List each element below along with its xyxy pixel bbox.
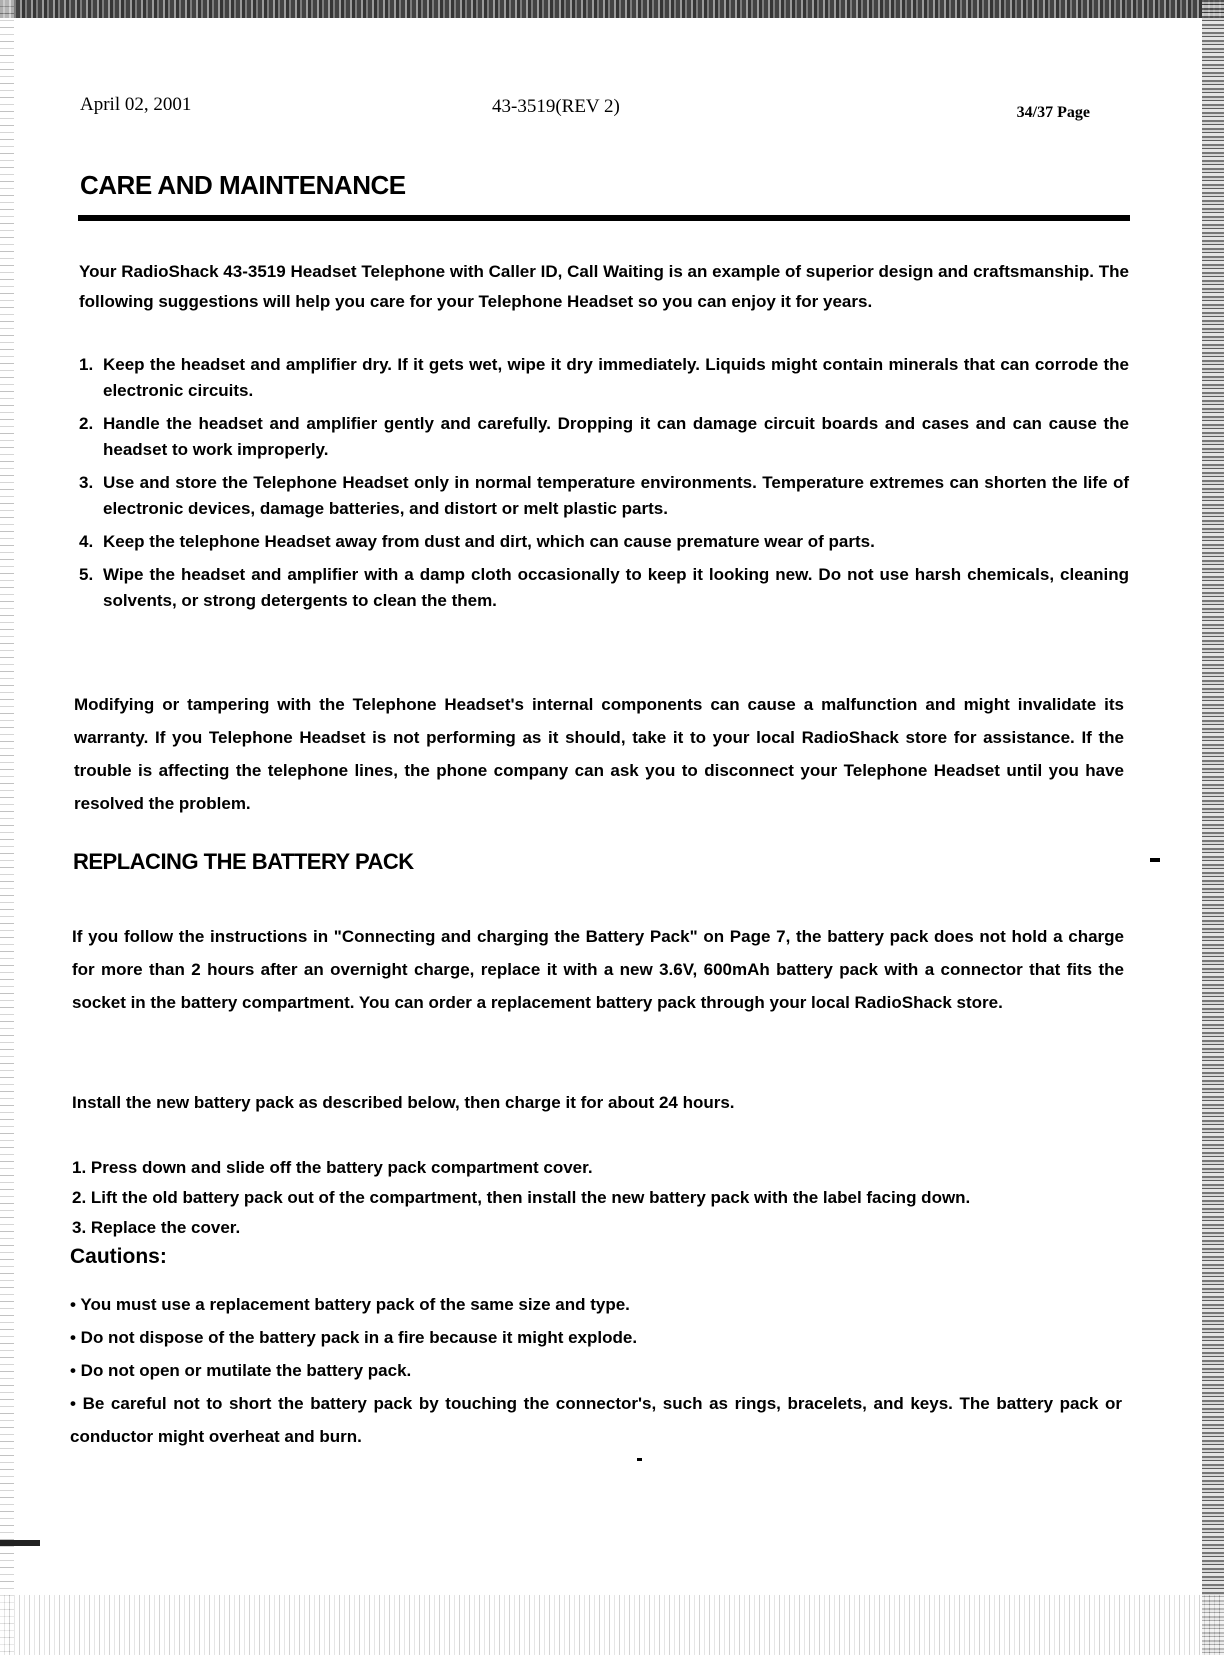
list-number: 1.: [79, 355, 94, 374]
list-item: 2. Lift the old battery pack out of the compartment, then install the new battery pack with the label facing down.: [72, 1188, 971, 1207]
scan-speck: [1150, 858, 1160, 862]
list-item-text: Handle the headset and amplifier gently and carefully. Dropping it can damage circuit boards and cases and can cause the headset to work improperly.: [103, 414, 1129, 459]
scan-speck: [637, 1458, 642, 1461]
list-item: [79, 470, 1129, 522]
header-doc-id: 43-3519(REV 2): [492, 96, 620, 117]
list-item: • You must use a replacement battery pack of the same size and type.: [70, 1295, 630, 1314]
list-item: [79, 352, 1129, 404]
list-item: • Be careful not to short the battery pack by touching the connector's, such as rings, bracelets, and keys. The battery pack or conductor might overheat and burn.: [70, 1394, 1122, 1446]
list-item: [79, 529, 1129, 555]
cautions-heading: Cautions:: [70, 1245, 167, 1268]
list-item-text: Wipe the headset and amplifier with a damp cloth occasionally to keep it looking new. Do not use harsh chemicals, cleaning solvents, or strong detergents to clean the them.: [103, 565, 1129, 610]
scan-speck: [0, 1540, 40, 1546]
list-number: 5.: [79, 565, 94, 584]
scan-noise-bottom: [0, 1595, 1224, 1655]
scan-noise-right: [1202, 0, 1224, 1655]
list-item: 1. Press down and slide off the battery pack compartment cover.: [72, 1158, 593, 1177]
intro-paragraph: Your RadioShack 43-3519 Headset Telephone with Caller ID, Call Waiting is an example of superior design and craftsmanship. The following suggestions will help you care for your Telephone Headset so you can enjoy it for years.: [79, 262, 1129, 311]
list-number: 3.: [79, 473, 94, 492]
battery-paragraph: If you follow the instructions in "Connecting and charging the Battery Pack" on Page 7, the battery pack does not hold a charge for more than 2 hours after an overnight charge, replace it with a new 3.6V, 600mAh battery pack with a connector that fits the socket in the battery compartment. You can order a replacement battery pack through your local RadioShack store.: [72, 927, 1124, 1012]
header-date: April 02, 2001: [80, 94, 192, 115]
list-item-text: Keep the telephone Headset away from dust and dirt, which can cause premature wear of parts.: [103, 532, 875, 551]
modifying-paragraph: Modifying or tampering with the Telephone Headset's internal components can cause a malfunction and might invalidate its warranty. If you Telephone Headset is not performing as it should, take it to your local RadioShack store for assistance. If the trouble is affecting the telephone lines, the phone company can ask you to disconnect your Telephone Headset until you have resolved the problem.: [74, 695, 1124, 813]
title-rule: [78, 215, 1130, 221]
list-item-text: Use and store the Telephone Headset only in normal temperature environments. Temperature extremes can shorten the life of electronic devices, damage batteries, and distort or melt plastic parts.: [103, 473, 1129, 518]
cautions-list: [70, 1288, 1122, 1453]
header-page-number: 34/37 Page: [1016, 104, 1090, 121]
list-item: [79, 562, 1129, 614]
install-paragraph: Install the new battery pack as described below, then charge it for about 24 hours.: [72, 1093, 735, 1112]
list-item: [79, 411, 1129, 463]
scan-noise-top: [0, 0, 1224, 18]
list-item: 3. Replace the cover.: [72, 1218, 241, 1237]
list-number: 2.: [79, 414, 94, 433]
care-list: [79, 352, 1129, 621]
section-title-care: CARE AND MAINTENANCE: [80, 170, 406, 200]
section-title-battery: REPLACING THE BATTERY PACK: [73, 849, 414, 874]
list-item: • Do not dispose of the battery pack in a fire because it might explode.: [70, 1328, 638, 1347]
list-item-text: Keep the headset and amplifier dry. If it gets wet, wipe it dry immediately. Liquids might contain minerals that can corrode the electronic circuits.: [103, 355, 1129, 400]
page-header: [80, 94, 1090, 124]
list-item: • Do not open or mutilate the battery pack.: [70, 1361, 412, 1380]
battery-steps: [72, 1153, 1124, 1243]
list-number: 4.: [79, 532, 94, 551]
scan-noise-left: [0, 0, 14, 1655]
